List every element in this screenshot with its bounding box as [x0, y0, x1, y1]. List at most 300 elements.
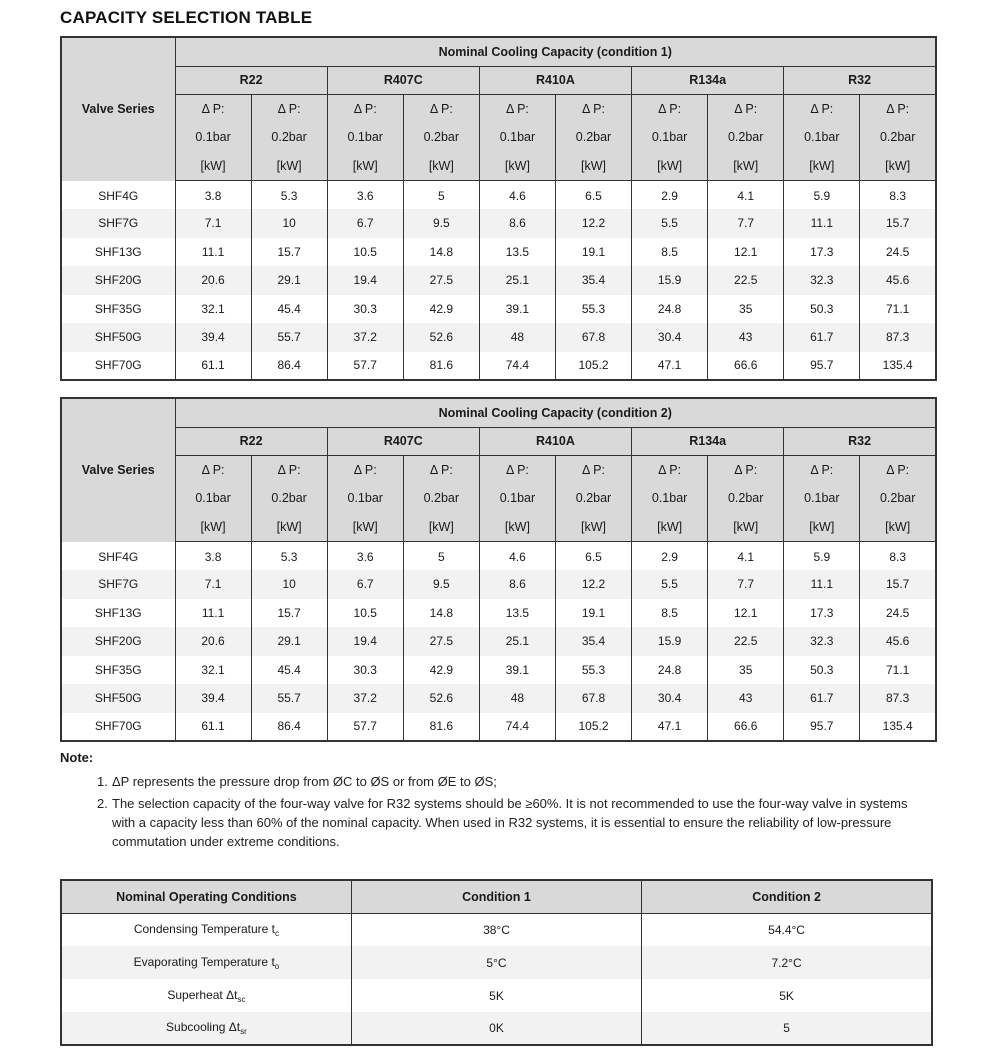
capacity-value-cell: 39.4	[175, 684, 251, 713]
capacity-value-cell: 66.6	[708, 713, 784, 742]
valve-series-header: Valve Series	[61, 398, 175, 542]
condition-label	[61, 979, 351, 1012]
capacity-value-cell: 15.7	[860, 209, 936, 238]
pressure-drop-header	[403, 94, 479, 181]
capacity-value-cell: 37.2	[327, 684, 403, 713]
capacity-value-cell: 57.7	[327, 713, 403, 742]
capacity-value-cell: 50.3	[784, 295, 860, 324]
pressure-drop-header-line: 0.2bar	[575, 491, 612, 505]
capacity-value-cell: 55.7	[251, 323, 327, 352]
pressure-drop-header-line: [kW]	[581, 158, 607, 173]
pressure-drop-header-line: Δ P:	[201, 101, 225, 116]
condition-1-value: 0K	[351, 1012, 641, 1045]
capacity-value-cell: 37.2	[327, 323, 403, 352]
pressure-drop-header	[708, 94, 784, 181]
capacity-value-cell: 55.3	[555, 295, 631, 324]
capacity-value-cell: 86.4	[251, 352, 327, 381]
capacity-table-body	[61, 542, 936, 742]
refrigerant-header: R32	[784, 427, 936, 455]
capacity-value-cell: 20.6	[175, 266, 251, 295]
refrigerant-header: R407C	[327, 66, 479, 94]
valve-series-cell: SHF7G	[61, 209, 175, 238]
capacity-value-cell: 43	[708, 684, 784, 713]
capacity-value-cell: 29.1	[251, 266, 327, 295]
capacity-value-cell: 5	[403, 542, 479, 571]
pressure-drop-header-line: [kW]	[428, 158, 454, 173]
capacity-table-condition-2	[60, 397, 937, 742]
page-title: CAPACITY SELECTION TABLE	[60, 8, 313, 27]
capacity-value-cell: 10	[251, 570, 327, 599]
pressure-drop-header	[784, 94, 860, 181]
capacity-value-cell: 57.7	[327, 352, 403, 381]
valve-series-cell: SHF4G	[61, 181, 175, 210]
condition-2-value: 7.2°C	[642, 946, 932, 979]
capacity-value-cell: 4.1	[708, 181, 784, 210]
refrigerant-header: R134a	[632, 66, 784, 94]
valve-series-cell: SHF35G	[61, 656, 175, 685]
capacity-value-cell: 8.6	[479, 209, 555, 238]
pressure-drop-header	[327, 94, 403, 181]
capacity-value-cell: 25.1	[479, 627, 555, 656]
condition-label-text: Superheat Δt	[167, 987, 238, 1002]
note-item	[97, 794, 932, 851]
capacity-value-cell: 2.9	[632, 542, 708, 571]
pressure-drop-header	[784, 455, 860, 542]
pressure-drop-header-line: Δ P:	[810, 101, 834, 116]
note-text: ΔP represents the pressure drop from ØC to ØS or from ØE to ØS;	[112, 774, 497, 789]
valve-series-cell: SHF50G	[61, 323, 175, 352]
pressure-drop-header	[251, 455, 327, 542]
condition-label	[61, 913, 351, 946]
capacity-value-cell: 45.6	[860, 266, 936, 295]
table-row	[61, 323, 936, 352]
capacity-value-cell: 48	[479, 323, 555, 352]
condition-1-value: 5K	[351, 979, 641, 1012]
condition-label-text: Subcooling Δt	[166, 1020, 241, 1034]
refrigerant-header: R32	[784, 66, 936, 94]
capacity-value-cell: 8.3	[860, 181, 936, 210]
capacity-value-cell: 7.7	[708, 570, 784, 599]
condition-label-subscript: sr	[240, 1027, 247, 1036]
capacity-value-cell: 6.7	[327, 570, 403, 599]
capacity-value-cell: 30.3	[327, 295, 403, 324]
capacity-value-cell: 22.5	[708, 627, 784, 656]
capacity-value-cell: 55.3	[555, 656, 631, 685]
pressure-drop-header	[708, 455, 784, 542]
capacity-value-cell: 32.3	[784, 266, 860, 295]
table-row	[61, 979, 932, 1012]
capacity-value-cell: 61.7	[784, 323, 860, 352]
table-row	[61, 181, 936, 210]
capacity-value-cell: 32.1	[175, 656, 251, 685]
valve-series-cell: SHF20G	[61, 627, 175, 656]
valve-series-cell: SHF70G	[61, 713, 175, 742]
capacity-value-cell: 8.6	[479, 570, 555, 599]
capacity-value-cell: 7.7	[708, 209, 784, 238]
pressure-drop-header-line: [kW]	[200, 158, 226, 173]
note-number: 2.	[97, 796, 108, 811]
capacity-value-cell: 8.3	[860, 542, 936, 571]
capacity-value-cell: 87.3	[860, 684, 936, 713]
pressure-drop-header-line: 0.2bar	[879, 130, 916, 144]
pressure-drop-header	[555, 455, 631, 542]
capacity-value-cell: 12.1	[708, 238, 784, 267]
capacity-value-cell: 6.5	[555, 542, 631, 571]
pressure-drop-header-line: Δ P:	[734, 462, 758, 477]
capacity-value-cell: 35	[708, 295, 784, 324]
capacity-value-cell: 5.5	[632, 570, 708, 599]
pressure-drop-header-row	[61, 94, 936, 181]
capacity-value-cell: 10.5	[327, 238, 403, 267]
capacity-value-cell: 35	[708, 656, 784, 685]
pressure-drop-header-line: Δ P:	[886, 462, 910, 477]
capacity-value-cell: 24.8	[632, 295, 708, 324]
pressure-drop-header-line: Δ P:	[810, 462, 834, 477]
valve-series-cell: SHF20G	[61, 266, 175, 295]
capacity-value-cell: 11.1	[175, 238, 251, 267]
valve-series-cell: SHF70G	[61, 352, 175, 381]
operating-conditions-table	[60, 879, 933, 1046]
refrigerant-header: R410A	[479, 66, 631, 94]
condition-1-value: 5°C	[351, 946, 641, 979]
capacity-value-cell: 5	[403, 181, 479, 210]
pressure-drop-header-line: [kW]	[733, 519, 759, 534]
valve-series-cell: SHF50G	[61, 684, 175, 713]
pressure-drop-header-line: [kW]	[352, 519, 378, 534]
capacity-table-body	[61, 181, 936, 381]
capacity-value-cell: 42.9	[403, 656, 479, 685]
condition-2-value: 5K	[642, 979, 932, 1012]
capacity-value-cell: 39.4	[175, 323, 251, 352]
pressure-drop-header-line: Δ P:	[201, 462, 225, 477]
table-row	[61, 946, 932, 979]
pressure-drop-header-line: [kW]	[200, 519, 226, 534]
pressure-drop-header-line: 0.2bar	[423, 491, 460, 505]
capacity-value-cell: 22.5	[708, 266, 784, 295]
capacity-value-cell: 10	[251, 209, 327, 238]
condition-label	[61, 946, 351, 979]
capacity-value-cell: 86.4	[251, 713, 327, 742]
pressure-drop-header	[479, 94, 555, 181]
valve-series-cell: SHF13G	[61, 238, 175, 267]
table-row	[61, 542, 936, 571]
table-row	[61, 295, 936, 324]
capacity-value-cell: 81.6	[403, 352, 479, 381]
capacity-value-cell: 35.4	[555, 627, 631, 656]
pressure-drop-header	[479, 455, 555, 542]
capacity-value-cell: 105.2	[555, 352, 631, 381]
table-row	[61, 209, 936, 238]
pressure-drop-header-line: 0.2bar	[575, 130, 612, 144]
refrigerant-header: R410A	[479, 427, 631, 455]
capacity-value-cell: 15.7	[251, 238, 327, 267]
pressure-drop-header-line: Δ P:	[429, 101, 453, 116]
pressure-drop-header-line: Δ P:	[505, 101, 529, 116]
pressure-drop-header-line: 0.1bar	[347, 491, 383, 505]
condition-label-subscript: o	[274, 961, 280, 971]
capacity-value-cell: 12.1	[708, 599, 784, 628]
capacity-value-cell: 3.8	[175, 181, 251, 210]
pressure-drop-header-line: 0.1bar	[347, 130, 383, 144]
table-row	[61, 352, 936, 381]
pressure-drop-header-line: [kW]	[885, 158, 911, 173]
pressure-drop-header-line: Δ P:	[734, 101, 758, 116]
condition-header: Nominal Cooling Capacity (condition 2)	[175, 398, 936, 427]
pressure-drop-header-line: [kW]	[428, 519, 454, 534]
pressure-drop-header-line: 0.1bar	[195, 491, 231, 505]
pressure-drop-header-line: Δ P:	[353, 101, 377, 116]
pressure-drop-header-line: Δ P:	[886, 101, 910, 116]
pressure-drop-header	[251, 94, 327, 181]
capacity-value-cell: 8.5	[632, 238, 708, 267]
capacity-value-cell: 35.4	[555, 266, 631, 295]
capacity-value-cell: 32.3	[784, 627, 860, 656]
table-row	[61, 913, 932, 946]
capacity-value-cell: 71.1	[860, 295, 936, 324]
table-row	[61, 627, 936, 656]
capacity-value-cell: 13.5	[479, 238, 555, 267]
capacity-value-cell: 8.5	[632, 599, 708, 628]
valve-series-cell: SHF7G	[61, 570, 175, 599]
pressure-drop-header-line: 0.1bar	[499, 130, 536, 144]
condition-1-value: 38°C	[351, 913, 641, 946]
capacity-value-cell: 6.5	[555, 181, 631, 210]
pressure-drop-header-line: [kW]	[504, 158, 530, 173]
capacity-value-cell: 55.7	[251, 684, 327, 713]
capacity-value-cell: 15.7	[860, 570, 936, 599]
condition-label-text: Condensing Temperature t	[133, 921, 276, 936]
pressure-drop-header-line: 0.1bar	[195, 130, 231, 144]
pressure-drop-header-line: 0.1bar	[804, 491, 840, 505]
capacity-value-cell: 11.1	[175, 599, 251, 628]
pressure-drop-header-line: [kW]	[657, 519, 683, 534]
condition-1-header: Condition 1	[351, 880, 641, 913]
pressure-drop-header-line: [kW]	[276, 158, 302, 173]
capacity-value-cell: 29.1	[251, 627, 327, 656]
pressure-drop-header-line: Δ P:	[429, 462, 453, 477]
pressure-drop-header	[632, 455, 708, 542]
table-row	[61, 656, 936, 685]
pressure-drop-header-line: Δ P:	[582, 462, 605, 477]
refrigerant-header: R407C	[327, 427, 479, 455]
note-list	[97, 772, 932, 854]
capacity-value-cell: 50.3	[784, 656, 860, 685]
capacity-value-cell: 6.7	[327, 209, 403, 238]
capacity-value-cell: 2.9	[632, 181, 708, 210]
condition-label-subscript: sc	[237, 994, 246, 1004]
capacity-value-cell: 4.6	[479, 542, 555, 571]
capacity-value-cell: 24.8	[632, 656, 708, 685]
pressure-drop-header-line: [kW]	[504, 519, 530, 534]
pressure-drop-header	[860, 94, 936, 181]
capacity-value-cell: 19.4	[327, 627, 403, 656]
capacity-value-cell: 11.1	[784, 209, 860, 238]
capacity-table-condition-1	[60, 36, 937, 381]
capacity-value-cell: 5.9	[784, 181, 860, 210]
capacity-value-cell: 66.6	[708, 352, 784, 381]
table-row	[61, 238, 936, 267]
capacity-value-cell: 43	[708, 323, 784, 352]
condition-header: Nominal Cooling Capacity (condition 1)	[175, 37, 936, 66]
capacity-value-cell: 95.7	[784, 352, 860, 381]
valve-series-cell: SHF4G	[61, 542, 175, 571]
capacity-value-cell: 9.5	[403, 570, 479, 599]
capacity-value-cell: 74.4	[479, 352, 555, 381]
pressure-drop-header-line: 0.2bar	[271, 130, 307, 144]
capacity-value-cell: 45.4	[251, 656, 327, 685]
capacity-value-cell: 81.6	[403, 713, 479, 742]
capacity-value-cell: 135.4	[860, 352, 936, 381]
valve-series-cell: SHF13G	[61, 599, 175, 628]
pressure-drop-header-line: Δ P:	[277, 462, 301, 477]
capacity-value-cell: 3.8	[175, 542, 251, 571]
capacity-value-cell: 61.7	[784, 684, 860, 713]
capacity-value-cell: 4.1	[708, 542, 784, 571]
note-number: 1.	[97, 774, 108, 789]
capacity-value-cell: 5.3	[251, 181, 327, 210]
refrigerant-header: R134a	[632, 427, 784, 455]
pressure-drop-header-line: 0.2bar	[727, 130, 764, 144]
capacity-value-cell: 17.3	[784, 599, 860, 628]
capacity-value-cell: 12.2	[555, 209, 631, 238]
conditions-header: Nominal Operating Conditions	[61, 880, 351, 913]
capacity-value-cell: 47.1	[632, 352, 708, 381]
pressure-drop-header	[175, 94, 251, 181]
capacity-value-cell: 24.5	[860, 599, 936, 628]
capacity-value-cell: 3.6	[327, 181, 403, 210]
pressure-drop-header	[175, 455, 251, 542]
capacity-value-cell: 45.6	[860, 627, 936, 656]
condition-label	[61, 1012, 351, 1045]
capacity-value-cell: 67.8	[555, 684, 631, 713]
pressure-drop-header	[860, 455, 936, 542]
capacity-value-cell: 27.5	[403, 266, 479, 295]
condition-2-value: 54.4°C	[642, 913, 932, 946]
pressure-drop-header	[555, 94, 631, 181]
capacity-value-cell: 3.6	[327, 542, 403, 571]
capacity-value-cell: 5.5	[632, 209, 708, 238]
capacity-value-cell: 61.1	[175, 713, 251, 742]
capacity-value-cell: 32.1	[175, 295, 251, 324]
capacity-value-cell: 4.6	[479, 181, 555, 210]
condition-label-text: Evaporating Temperature t	[133, 954, 275, 969]
table-row	[61, 684, 936, 713]
capacity-value-cell: 87.3	[860, 323, 936, 352]
capacity-value-cell: 45.4	[251, 295, 327, 324]
pressure-drop-header-line: 0.1bar	[499, 491, 536, 505]
note-title: Note:	[60, 750, 94, 765]
capacity-value-cell: 5.9	[784, 542, 860, 571]
table-row	[61, 266, 936, 295]
capacity-value-cell: 15.9	[632, 627, 708, 656]
pressure-drop-header-line: 0.2bar	[879, 491, 916, 505]
capacity-value-cell: 39.1	[479, 656, 555, 685]
pressure-drop-header-line: [kW]	[809, 158, 835, 173]
refrigerant-header: R22	[175, 66, 327, 94]
capacity-value-cell: 30.4	[632, 684, 708, 713]
pressure-drop-header-line: Δ P:	[505, 462, 529, 477]
condition-label-subscript: c	[275, 928, 280, 938]
capacity-value-cell: 52.6	[403, 323, 479, 352]
capacity-value-cell: 5.3	[251, 542, 327, 571]
capacity-value-cell: 95.7	[784, 713, 860, 742]
capacity-value-cell: 30.3	[327, 656, 403, 685]
capacity-value-cell: 67.8	[555, 323, 631, 352]
capacity-value-cell: 47.1	[632, 713, 708, 742]
capacity-value-cell: 48	[479, 684, 555, 713]
pressure-drop-header-line: 0.1bar	[804, 130, 840, 144]
table-row	[61, 1012, 932, 1045]
table-row	[61, 713, 936, 742]
pressure-drop-header-line: [kW]	[733, 158, 759, 173]
capacity-value-cell: 19.1	[555, 238, 631, 267]
capacity-value-cell: 14.8	[403, 599, 479, 628]
capacity-value-cell: 7.1	[175, 209, 251, 238]
note-item	[97, 772, 932, 791]
capacity-value-cell: 27.5	[403, 627, 479, 656]
capacity-value-cell: 19.1	[555, 599, 631, 628]
capacity-value-cell: 30.4	[632, 323, 708, 352]
pressure-drop-header-line: Δ P:	[658, 462, 682, 477]
capacity-value-cell: 19.4	[327, 266, 403, 295]
capacity-value-cell: 105.2	[555, 713, 631, 742]
capacity-value-cell: 42.9	[403, 295, 479, 324]
capacity-value-cell: 15.7	[251, 599, 327, 628]
capacity-value-cell: 15.9	[632, 266, 708, 295]
pressure-drop-header-line: 0.2bar	[727, 491, 764, 505]
capacity-value-cell: 25.1	[479, 266, 555, 295]
capacity-value-cell: 71.1	[860, 656, 936, 685]
condition-2-header: Condition 2	[642, 880, 932, 913]
pressure-drop-header-line: 0.2bar	[423, 130, 460, 144]
pressure-drop-header	[403, 455, 479, 542]
pressure-drop-header	[632, 94, 708, 181]
refrigerant-header: R22	[175, 427, 327, 455]
pressure-drop-header-line: [kW]	[657, 158, 683, 173]
pressure-drop-header-line: 0.1bar	[651, 130, 688, 144]
pressure-drop-header-line: 0.2bar	[271, 491, 307, 505]
pressure-drop-header-line: Δ P:	[658, 101, 682, 116]
valve-series-header: Valve Series	[61, 37, 175, 181]
capacity-value-cell: 61.1	[175, 352, 251, 381]
pressure-drop-header-line: [kW]	[581, 519, 607, 534]
pressure-drop-header-line: 0.1bar	[651, 491, 688, 505]
capacity-value-cell: 13.5	[479, 599, 555, 628]
capacity-value-cell: 52.6	[403, 684, 479, 713]
capacity-value-cell: 24.5	[860, 238, 936, 267]
pressure-drop-header-line: [kW]	[885, 519, 911, 534]
capacity-value-cell: 9.5	[403, 209, 479, 238]
capacity-value-cell: 11.1	[784, 570, 860, 599]
capacity-value-cell: 74.4	[479, 713, 555, 742]
capacity-value-cell: 20.6	[175, 627, 251, 656]
capacity-value-cell: 10.5	[327, 599, 403, 628]
valve-series-cell: SHF35G	[61, 295, 175, 324]
capacity-value-cell: 12.2	[555, 570, 631, 599]
condition-2-value: 5	[642, 1012, 932, 1045]
pressure-drop-header-line: [kW]	[352, 158, 378, 173]
table-row	[61, 570, 936, 599]
capacity-value-cell: 135.4	[860, 713, 936, 742]
pressure-drop-header-line: Δ P:	[582, 101, 605, 116]
capacity-value-cell: 14.8	[403, 238, 479, 267]
pressure-drop-header-line: [kW]	[809, 519, 835, 534]
capacity-value-cell: 7.1	[175, 570, 251, 599]
pressure-drop-header-row	[61, 455, 936, 542]
pressure-drop-header	[327, 455, 403, 542]
capacity-value-cell: 17.3	[784, 238, 860, 267]
pressure-drop-header-line: Δ P:	[353, 462, 377, 477]
